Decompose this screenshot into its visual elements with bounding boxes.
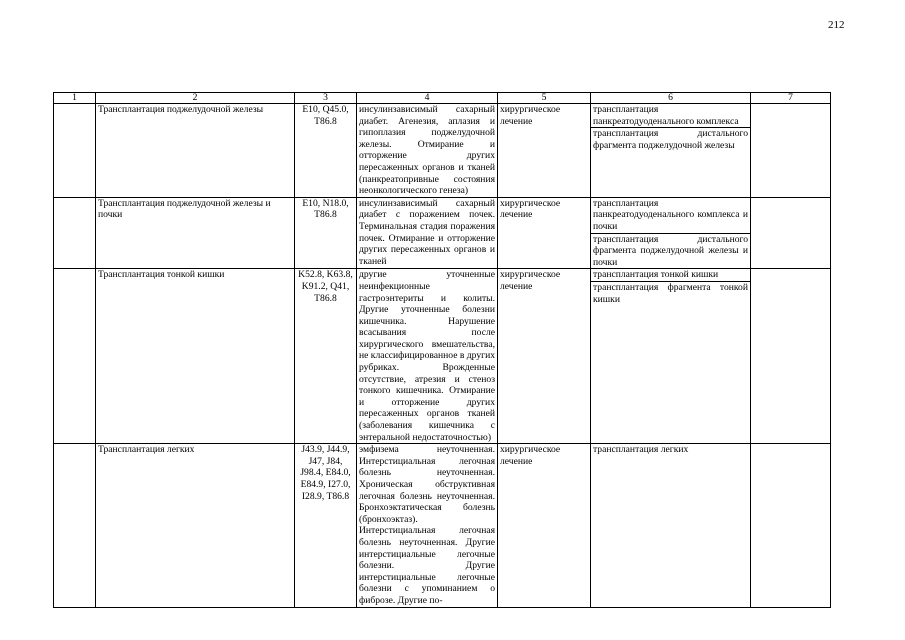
procedures-table [53, 92, 831, 608]
page-number: 212 [828, 19, 845, 31]
diagnosis-codes: E10, N18.0, T86.8 [295, 197, 357, 269]
extra-cell [751, 444, 831, 607]
column-number-4: 4 [357, 93, 498, 104]
treatment-methods [591, 269, 751, 444]
method-item: трансплантация тонкой кишки [591, 269, 750, 282]
extra-cell [751, 104, 831, 198]
method-item: трансплантация дистального фрагмента поджелудочной железы и почки [593, 233, 748, 268]
extra-cell [751, 269, 831, 444]
table-row [54, 104, 831, 198]
treatment-methods [591, 444, 751, 607]
table-row [54, 269, 831, 444]
treatment-type: хирургическое лечение [498, 104, 591, 198]
diagnosis-description: эмфизема неуточненная. Интерстициальная легочная болезнь неуточненная. Хроническая обструктивная легочная болезнь неуточненная. Бронхоэктатическая болезнь (бронхоэктаз). Интерстициальная легочная болезнь неуточненная. Другие интерстициальные легочные болезни. Другие интерстициальные легочные болезни с упоминанием о фиброзе. Другие по- [357, 444, 498, 607]
diagnosis-codes: E10, Q45.0, T86.8 [295, 104, 357, 198]
diagnosis-description: другие уточненные неинфекционные гастроэнтериты и колиты. Другие уточненные болезни кишечника. Нарушение всасывания после хирургического вмешательства, не классифицированное в других рубриках. Врожденные отсутствие, атрезия и стеноз тонкого кишечника. Отмирание и отторжение других пересаженных органов тканей (заболевания кишечника с энтеральной недостаточностью) [357, 269, 498, 444]
method-item: трансплантация панкреатодуоденального комплекса и почки [593, 197, 748, 232]
column-number-5: 5 [498, 93, 591, 104]
method-item: трансплантация панкреатодуоденального комплекса [591, 104, 750, 128]
method-item: трансплантация фрагмента тонкой кишки [593, 281, 748, 305]
diagnosis-codes: K52.8, K63.8, K91.2, Q41, T86.8 [295, 269, 357, 444]
treatment-type: хирургическое лечение [498, 444, 591, 607]
table-header-row [54, 93, 831, 104]
table-row [54, 444, 831, 607]
row-number-cell [54, 444, 96, 607]
procedure-name: Трансплантация легких [96, 444, 295, 607]
treatment-type: хирургическое лечение [498, 269, 591, 444]
treatment-methods [591, 197, 751, 269]
column-number-7: 7 [751, 93, 831, 104]
procedure-name: Трансплантация поджелудочной железы [96, 104, 295, 198]
treatment-type: хирургическое лечение [498, 197, 591, 269]
row-number-cell [54, 269, 96, 444]
column-number-2: 2 [96, 93, 295, 104]
column-number-1: 1 [54, 93, 96, 104]
table-row [54, 197, 831, 269]
extra-cell [751, 197, 831, 269]
diagnosis-description: инсулинзависимый сахарный диабет с поражением почек. Терминальная стадия поражения почек. Отмирание и отторжение других пересаженных органов и тканей [357, 197, 498, 269]
row-number-cell [54, 104, 96, 198]
diagnosis-description: инсулинзависимый сахарный диабет. Агенезия, аплазия и гипоплазия поджелудочной железы. Отмирание и отторжение других пересаженных органов и тканей (панкреатопривные состояния неонкологического генеза) [357, 104, 498, 198]
column-number-6: 6 [591, 93, 751, 104]
procedure-name: Трансплантация тонкой кишки [96, 269, 295, 444]
procedure-name: Трансплантация поджелудочной железы и почки [96, 197, 295, 269]
method-item: трансплантация дистального фрагмента поджелудочной железы [593, 128, 748, 151]
row-number-cell [54, 197, 96, 269]
column-number-3: 3 [295, 93, 357, 104]
treatment-methods [591, 104, 751, 198]
diagnosis-codes: J43.9, J44.9, J47, J84, J98.4, E84.0, E84.9, I27.0, I28.9, T86.8 [295, 444, 357, 607]
method-item: трансплантация легких [593, 444, 689, 456]
